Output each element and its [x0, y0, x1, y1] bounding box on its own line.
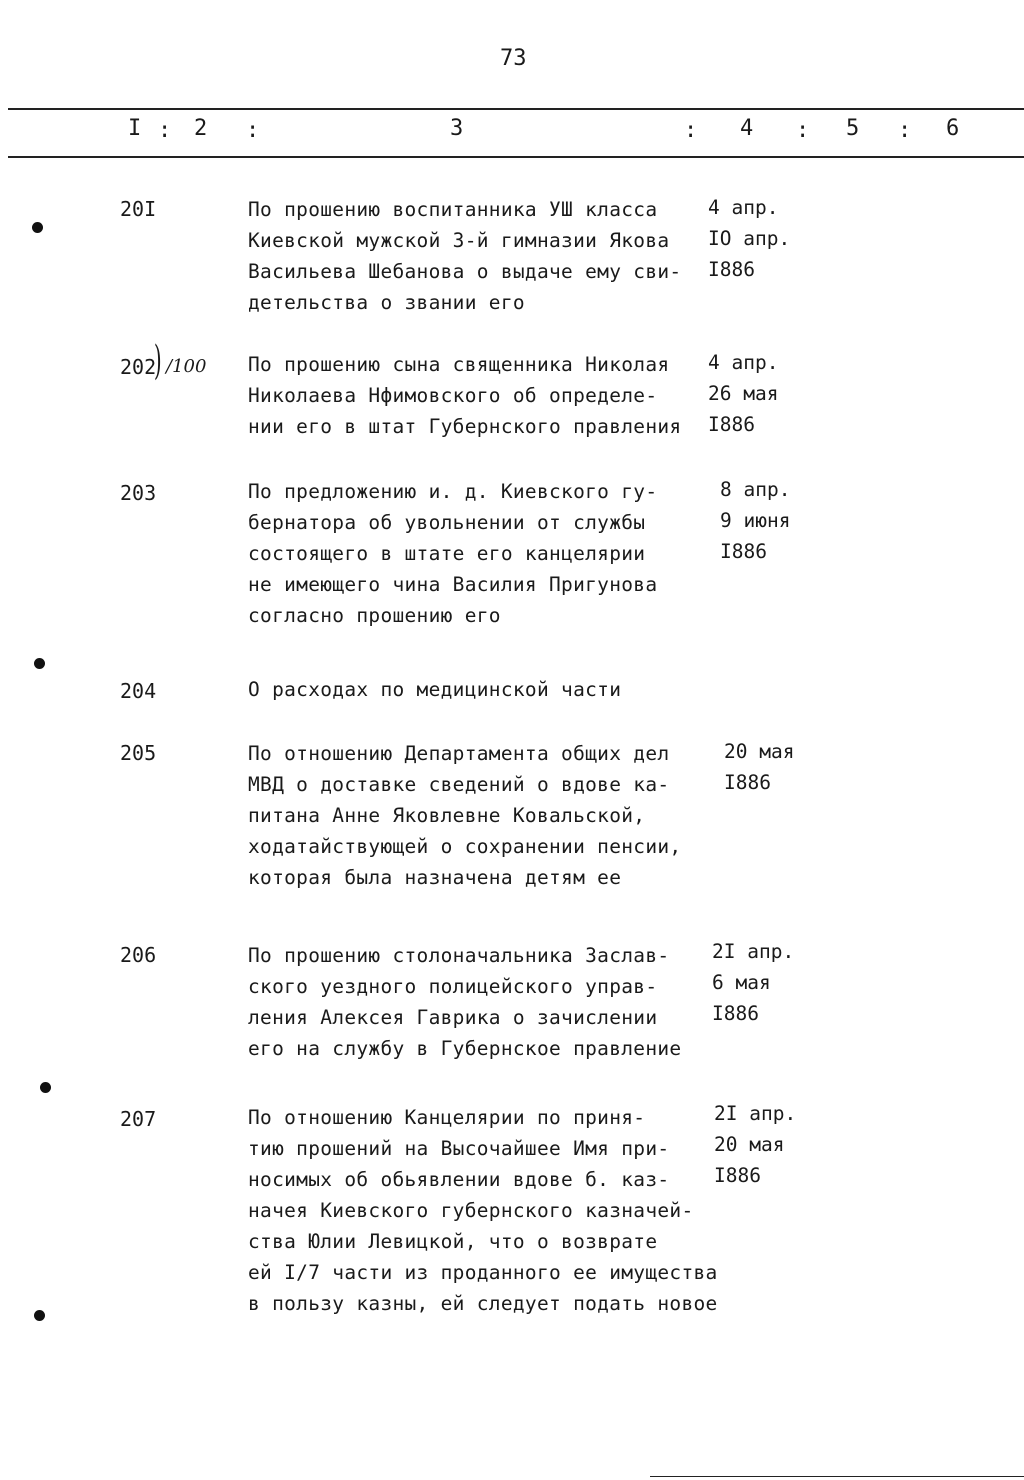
- text-line: ского уездного полицейского управ-: [248, 975, 658, 998]
- date-end: 20 мая: [724, 740, 795, 763]
- col-sep: :: [898, 118, 912, 143]
- punch-hole: [34, 658, 45, 669]
- date-end: 9 июня: [720, 509, 791, 532]
- entry-number: 205: [120, 741, 157, 765]
- col-sep: :: [246, 118, 260, 143]
- col-head-3: 3: [450, 116, 464, 141]
- entry-description: [248, 194, 681, 318]
- text-line: бернатора об увольнении от службы: [248, 511, 646, 534]
- text-line: носимых об обьявлении вдове б. каз-: [248, 1168, 670, 1191]
- text-line: питана Анне Яковлевне Ковальской,: [248, 804, 646, 827]
- entry-dates: [714, 1098, 796, 1191]
- col-sep: :: [158, 118, 172, 143]
- text-line: Васильева Шебанова о выдаче ему сви-: [248, 260, 682, 283]
- text-line: начея Киевского губернского казначей-: [248, 1199, 694, 1222]
- bottom-rule: [650, 1476, 1024, 1477]
- text-line: О расходах по медицинской части: [248, 678, 622, 701]
- entry-number: 207: [120, 1107, 157, 1131]
- col-head-4: 4: [740, 116, 754, 141]
- entry-description: [248, 738, 681, 893]
- date-year: I886: [708, 413, 755, 436]
- text-line: По прошению столоначальника Заслав-: [248, 944, 670, 967]
- entry-description: [248, 1102, 718, 1319]
- date-year: I886: [712, 1002, 759, 1025]
- entry-number: 206: [120, 943, 157, 967]
- text-line: согласно прошению его: [248, 604, 501, 627]
- text-line: нии его в штат Губернского правления: [248, 415, 682, 438]
- col-sep: :: [796, 118, 810, 143]
- text-line: ства Юлии Левицкой, что о возврате: [248, 1230, 658, 1253]
- text-line: По отношению Департамента общих дел: [248, 742, 670, 765]
- date-start: 4 апр.: [708, 196, 779, 219]
- entry-description: [248, 674, 621, 705]
- date-end: 20 мая: [714, 1133, 785, 1156]
- entry-number: 202: [120, 355, 157, 379]
- punch-hole: [40, 1082, 51, 1093]
- entry-description: [248, 349, 681, 442]
- entry-description: [248, 940, 681, 1064]
- col-head-1: I: [128, 116, 142, 141]
- entry-dates: [720, 474, 790, 567]
- text-line: детельства о звании его: [248, 291, 525, 314]
- date-start: 4 апр.: [708, 351, 779, 374]
- col-head-2: 2: [194, 116, 208, 141]
- text-line: По отношению Канцелярии по приня-: [248, 1106, 646, 1129]
- entry-dates: [708, 192, 790, 285]
- entry-description: [248, 476, 657, 631]
- date-end: 6 мая: [712, 971, 771, 994]
- entry-number: 20I: [120, 197, 157, 221]
- text-line: Николаева Нфимовского об определе-: [248, 384, 658, 407]
- punch-hole: [32, 222, 43, 233]
- text-line: МВД о доставке сведений о вдове ка-: [248, 773, 670, 796]
- date-year: I886: [720, 540, 767, 563]
- text-line: в пользу казны, ей следует подать новое: [248, 1292, 718, 1315]
- entry-number: 204: [120, 679, 157, 703]
- text-line: По прошению воспитанника УШ класса: [248, 198, 658, 221]
- entry-dates: [712, 936, 794, 1029]
- text-line: ления Алексея Гаврика о зачислении: [248, 1006, 658, 1029]
- text-line: состоящего в штате его канцелярии: [248, 542, 646, 565]
- text-line: По прошению сына священника Николая: [248, 353, 670, 376]
- text-line: которая была назначена детям ее: [248, 866, 622, 889]
- entry-dates: [708, 347, 778, 440]
- entry-dates: [724, 736, 794, 798]
- header-rule: [8, 156, 1024, 158]
- date-end: IO апр.: [708, 227, 791, 250]
- margin-note: /100: [166, 356, 207, 377]
- entry-number: 203: [120, 481, 157, 505]
- text-line: его на службу в Губернское правление: [248, 1037, 682, 1060]
- text-line: тию прошений на Высочайшее Имя при-: [248, 1137, 670, 1160]
- bracket-mark: ): [153, 338, 162, 384]
- text-line: Киевской мужской 3-й гимназии Якова: [248, 229, 670, 252]
- date-year: I886: [708, 258, 755, 281]
- date-start: 2I апр.: [714, 1102, 797, 1125]
- top-rule: [8, 108, 1024, 110]
- col-sep: :: [684, 118, 698, 143]
- date-start: 8 апр.: [720, 478, 791, 501]
- date-year: I886: [724, 771, 771, 794]
- col-head-5: 5: [846, 116, 860, 141]
- punch-hole: [34, 1310, 45, 1321]
- col-head-6: 6: [946, 116, 960, 141]
- date-start: 2I апр.: [712, 940, 795, 963]
- text-line: По предложению и. д. Киевского гу-: [248, 480, 658, 503]
- date-year: I886: [714, 1164, 761, 1187]
- date-end: 26 мая: [708, 382, 779, 405]
- text-line: ходатайствующей о сохранении пенсии,: [248, 835, 682, 858]
- page-number: 73: [500, 46, 527, 71]
- text-line: ей I/7 части из проданного ее имущества: [248, 1261, 718, 1284]
- text-line: не имеющего чина Василия Пригунова: [248, 573, 658, 596]
